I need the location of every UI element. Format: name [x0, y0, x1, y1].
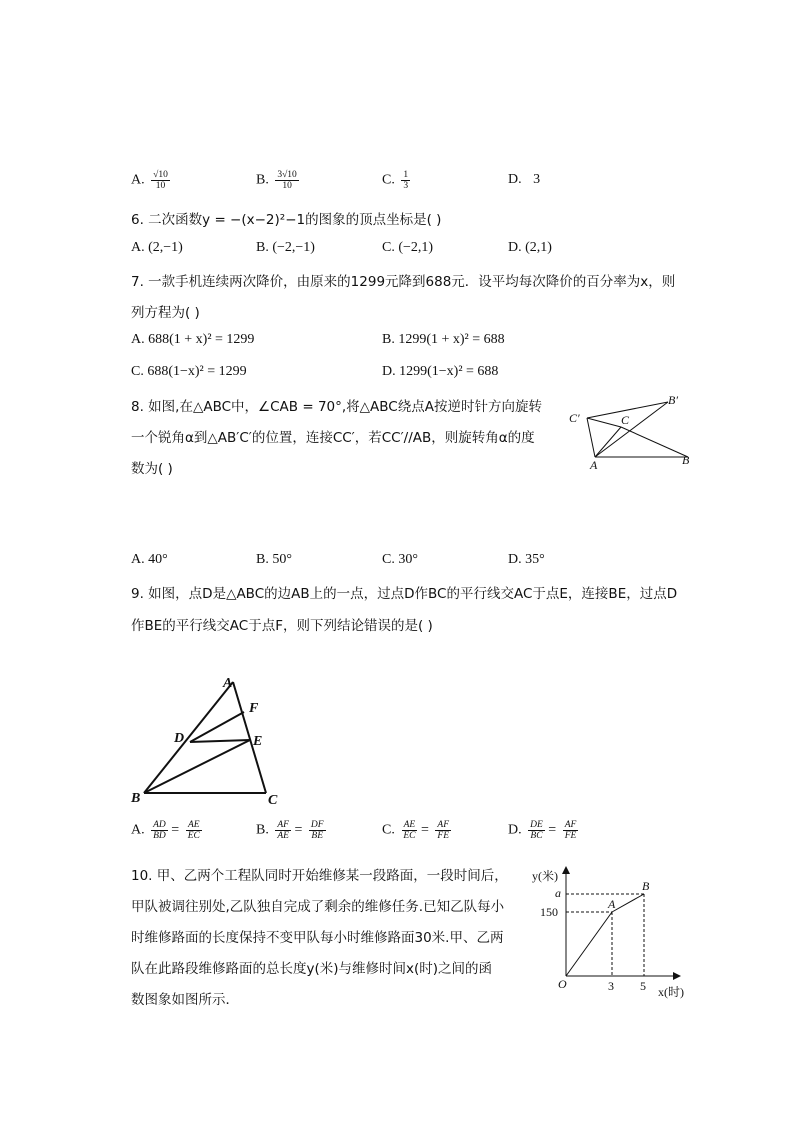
y-tick-a: a: [555, 886, 561, 900]
segment-be: [144, 740, 250, 793]
q7-stem-line1: 7. 一款手机连续两次降价，由原来的1299元降到688元．设平均每次降价的百分率为x，则: [131, 274, 676, 290]
q5-option-d[interactable]: D. 3: [508, 172, 541, 187]
q6-option-d[interactable]: D. (2,1): [508, 240, 552, 255]
q9-option-d[interactable]: D. $\frac{DE}{BC}$ = $\frac{AF}{FE}$: [508, 820, 577, 841]
q6-option-c[interactable]: C. (−2,1): [382, 240, 434, 255]
q8-option-c[interactable]: C. 30°: [382, 552, 418, 567]
label-b: B: [131, 791, 141, 806]
origin-label: O: [558, 977, 567, 991]
q8-option-a[interactable]: A. 40°: [131, 552, 168, 567]
label-c: C: [621, 413, 630, 427]
label-b-prime: B′: [668, 393, 678, 407]
q5-option-b[interactable]: B. $\frac{3√10}{10}$: [256, 170, 297, 191]
y-tick-150: 150: [540, 905, 558, 919]
x-tick-5: 5: [640, 979, 646, 993]
segment-ccp: [587, 418, 621, 427]
label-e: E: [253, 734, 263, 749]
q8-stem-line1: 8. 如图,在△ABC中，∠CAB = 70°,将△ABC绕点A按逆时针方向旋转: [131, 399, 542, 415]
point-b-label: B: [642, 879, 650, 893]
q6-option-a[interactable]: A. (2,−1): [131, 240, 183, 255]
segment-abp: [595, 402, 668, 457]
q9-option-b[interactable]: B. $\frac{AF}{AE}$ = $\frac{DF}{BE}$: [256, 820, 324, 841]
label-c-prime: C′: [569, 411, 580, 425]
q8-stem-line3: 数为( ): [131, 461, 173, 477]
q5-option-a[interactable]: A. $\frac{√10}{10}$: [131, 170, 168, 191]
q5-option-c[interactable]: C. $\frac{1}{3}$: [382, 170, 409, 191]
segment-acp: [587, 418, 595, 457]
q10-stem-line2: 甲队被调往别处,乙队独自完成了剩余的维修任务.已知乙队每小: [131, 899, 505, 915]
segment-de: [190, 740, 250, 742]
q8-stem-line2: 一个锐角α到△AB′C′的位置，连接CC′，若CC′//AB，则旋转角α的度: [131, 430, 535, 446]
q7-option-b[interactable]: B. 1299(1 + x)² = 688: [382, 332, 505, 347]
segment-ab: [612, 894, 644, 912]
q9-stem-line2: 作BE的平行线交AC于点F，则下列结论错误的是( ): [131, 618, 433, 634]
q6-option-b[interactable]: B. (−2,−1): [256, 240, 315, 255]
q9-triangle-figure: [126, 672, 296, 812]
q6-stem: 6. 二次函数y = −(x−2)²−1的图象的顶点坐标是( ): [131, 212, 442, 228]
q7-option-d[interactable]: D. 1299(1−x)² = 688: [382, 364, 499, 379]
label-f: F: [249, 701, 259, 716]
q5-option-b-fraction: $\frac{3√10}{10}$: [277, 170, 297, 191]
q10-function-graph: [528, 862, 698, 1004]
q7-option-c[interactable]: C. 688(1−x)² = 1299: [131, 364, 247, 379]
q8-option-b[interactable]: B. 50°: [256, 552, 292, 567]
q9-option-a[interactable]: A. $\frac{AD}{BD}$ = $\frac{AE}{EC}$: [131, 820, 200, 841]
q5-option-c-fraction: $\frac{1}{3}$: [403, 170, 409, 191]
q9-option-c[interactable]: C. $\frac{AE}{EC}$ = $\frac{AF}{FE}$: [382, 820, 449, 841]
x-axis-label: x(时): [658, 985, 684, 999]
x-tick-3: 3: [608, 979, 614, 993]
q7-stem-line2: 列方程为( ): [131, 305, 200, 321]
label-c: C: [268, 793, 278, 808]
q8-option-d[interactable]: D. 35°: [508, 552, 545, 567]
segment-ac: [595, 427, 621, 457]
q10-stem-line5: 数图象如图所示．: [131, 992, 239, 1008]
segment-ab: [144, 682, 233, 793]
q10-stem-line3: 时维修路面的长度保持不变甲队每小时维修路面30米.甲、乙两: [131, 930, 504, 946]
label-b: B: [682, 453, 690, 467]
y-axis-label: y(米): [532, 869, 558, 883]
segment-oa: [566, 912, 612, 976]
point-a-label: A: [608, 897, 616, 911]
label-a: A: [223, 676, 233, 691]
segment-cb: [621, 427, 688, 457]
q10-stem-line1: 10. 甲、乙两个工程队同时开始维修某一段路面，一段时间后，: [131, 868, 508, 884]
q7-option-a[interactable]: A. 688(1 + x)² = 1299: [131, 332, 255, 347]
q10-stem-line4: 队在此路段维修路面的总长度y(米)与维修时间x(时)之间的函: [131, 961, 493, 977]
q9-stem-line1: 9. 如图，点D是△ABC的边AB上的一点，过点D作BC的平行线交AC于点E，连接BE，过点D: [131, 586, 678, 602]
label-d: D: [174, 731, 185, 746]
label-a: A: [590, 458, 598, 472]
q8-rotation-figure: [566, 390, 696, 472]
q5-option-a-fraction: $\frac{√10}{10}$: [153, 170, 168, 191]
